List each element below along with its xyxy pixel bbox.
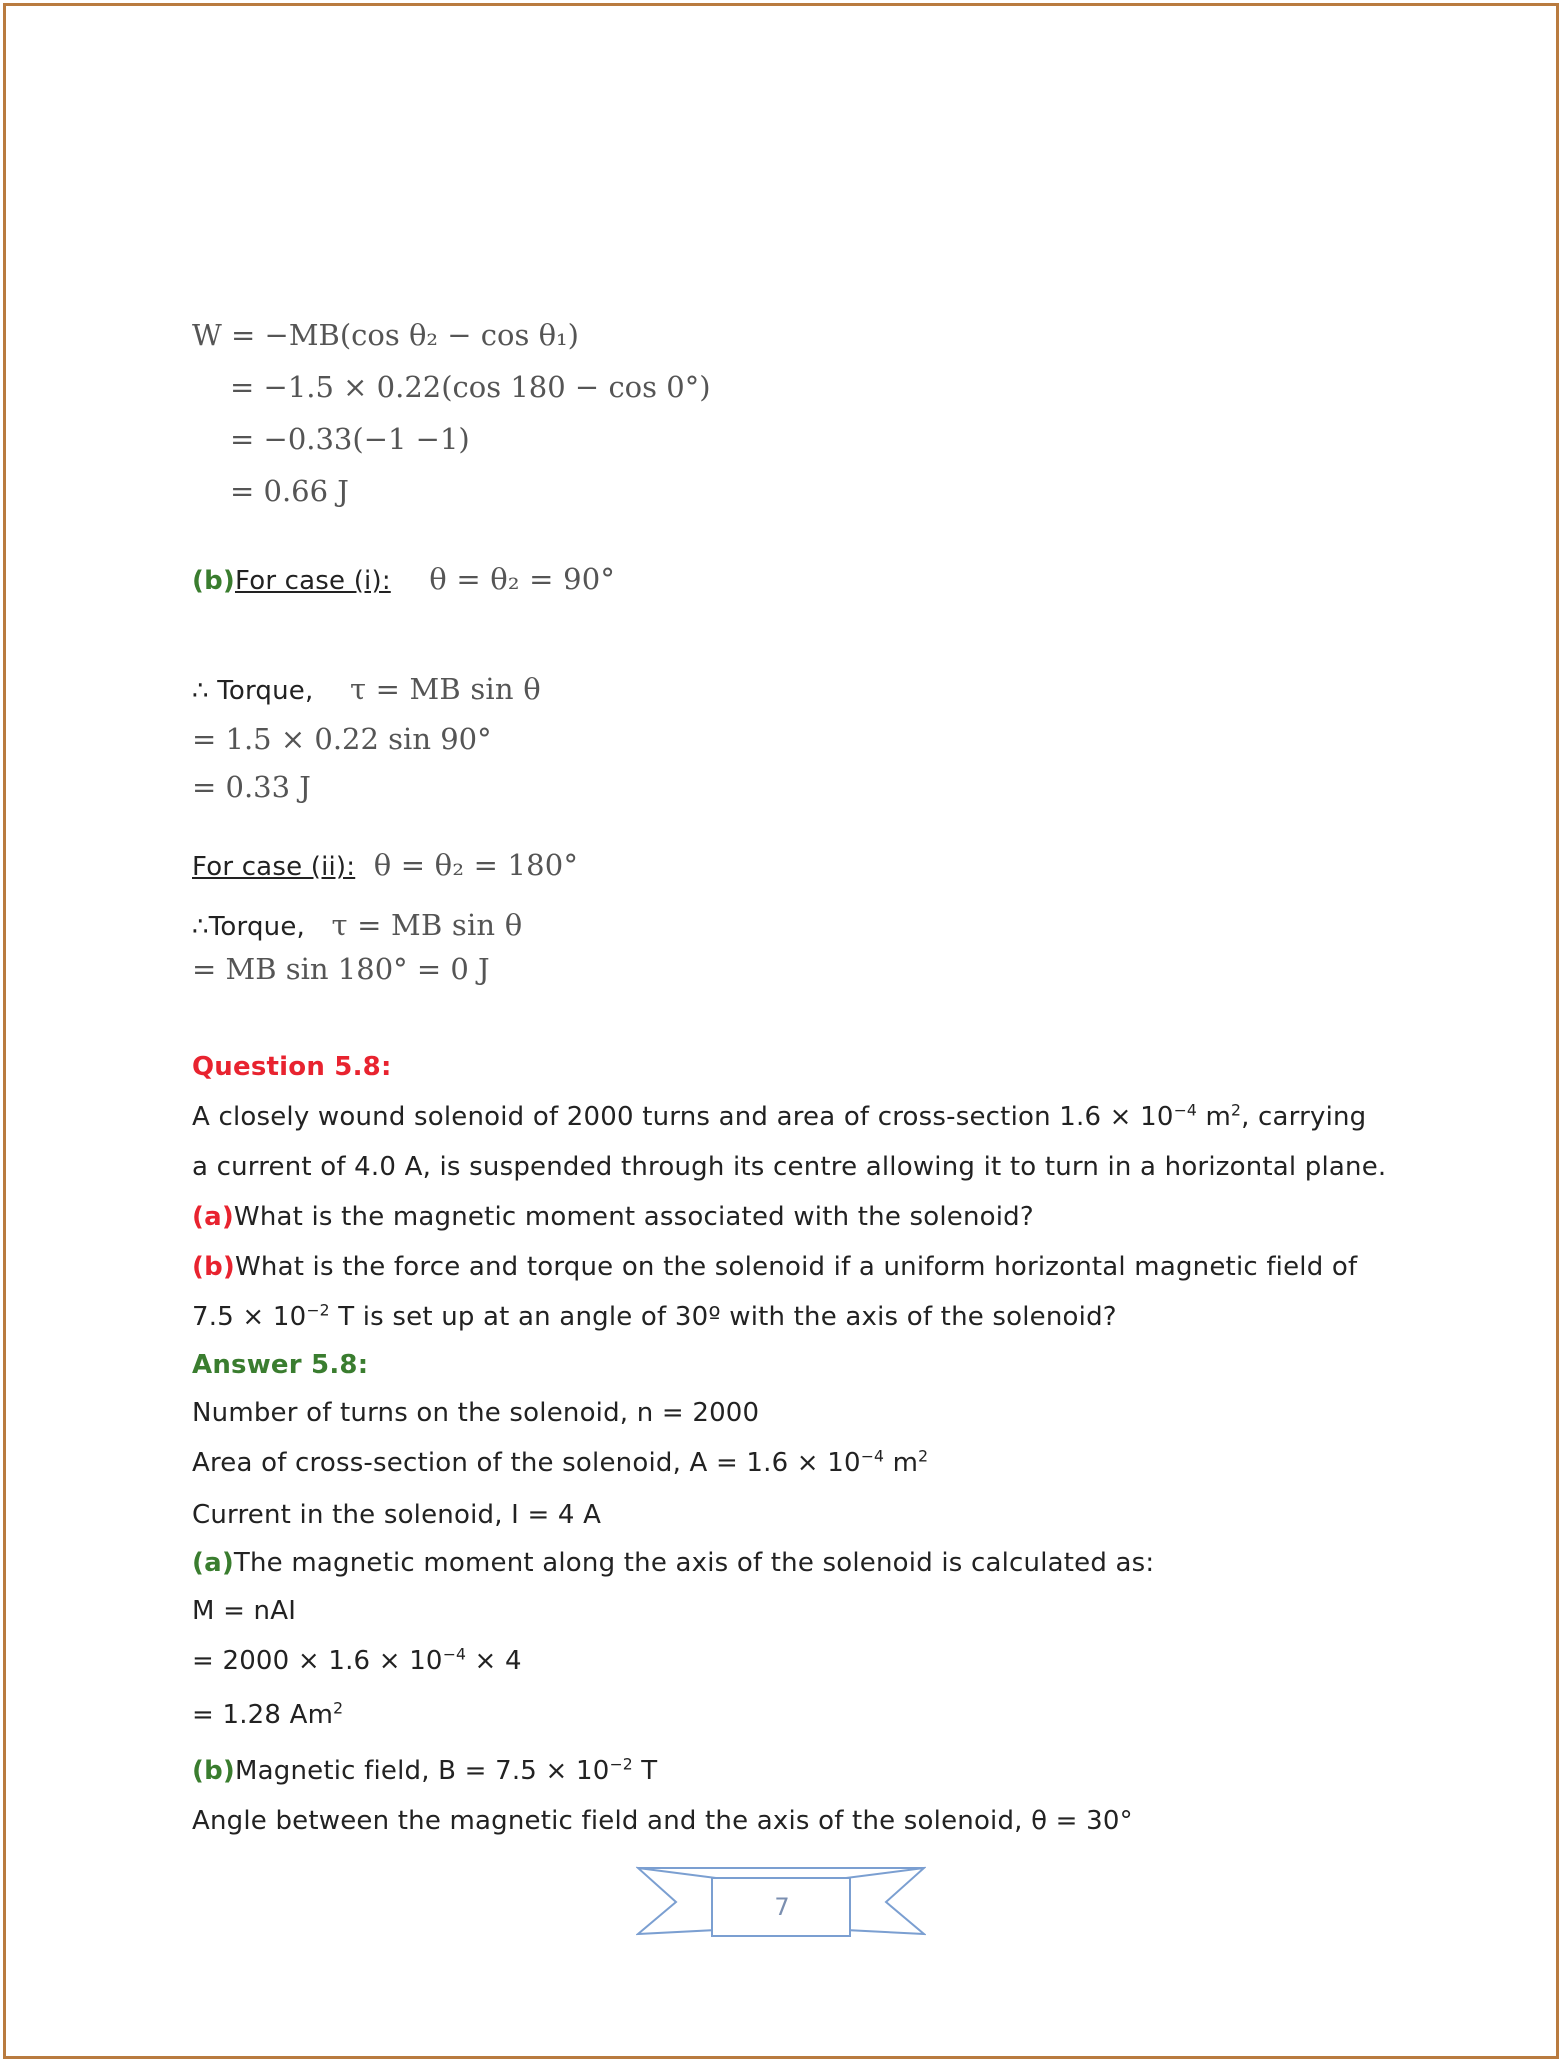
exponent: −4 (442, 1645, 467, 1664)
page-border (3, 3, 1559, 2059)
question-b2-end: T is set up at an angle of 30º with the axis of the solenoid? (329, 1302, 1117, 1332)
question-a-text: What is the magnetic moment associated with the solenoid? (233, 1202, 1034, 1232)
exponent: 2 (333, 1699, 344, 1718)
torque-equation: τ = MB sin θ (349, 672, 541, 706)
answer-m2-end: × 4 (466, 1646, 522, 1676)
work-eq-3: = −0.33(−1 −1) (230, 422, 470, 456)
answer-m2 (192, 1646, 522, 1676)
work-eq-1: W = −MB(cos θ₂ − cos θ₁) (192, 318, 579, 352)
unit: m (1196, 1102, 1231, 1132)
torque-calc-2: = 0.33 J (192, 770, 311, 804)
question-line-1 (192, 1102, 1366, 1132)
work-eq-4: = 0.66 J (230, 474, 349, 508)
torque-line-1 (192, 672, 541, 706)
answer-b-text: Magnetic field, B = 7.5 × 10 (234, 1756, 610, 1786)
question-b-text: What is the force and torque on the solenoid if a uniform horizontal magnetic field of (234, 1252, 1358, 1282)
question-part-b (192, 1252, 1357, 1282)
torque-line-2 (192, 908, 522, 942)
exponent: −4 (860, 1447, 885, 1466)
answer-m3 (192, 1700, 343, 1730)
question-line-1-end: , carrying (1241, 1102, 1367, 1132)
answer-part-a (192, 1548, 1154, 1578)
torque2-equation: τ = MB sin θ (331, 908, 523, 942)
answer-a-text: The magnetic moment along the axis of the solenoid is calculated as: (233, 1548, 1155, 1578)
unit: m (884, 1448, 919, 1478)
answer-turns: Number of turns on the solenoid, n = 2000 (192, 1398, 760, 1428)
exponent: −2 (306, 1301, 330, 1320)
answer-m3-text: = 1.28 Am (192, 1700, 334, 1730)
question-title: Question 5.8: (192, 1052, 392, 1082)
question-a-label: (a) (192, 1202, 234, 1232)
question-part-b-2 (192, 1302, 1117, 1332)
answer-b-label: (b) (192, 1756, 235, 1786)
page-number: 7 (774, 1893, 790, 1921)
exponent: −2 (609, 1755, 633, 1774)
torque2-prefix: ∴Torque, (192, 912, 305, 942)
answer-current: Current in the solenoid, I = 4 A (192, 1500, 602, 1530)
case-ii-line (192, 848, 578, 882)
case-ii-equation: θ = θ₂ = 180° (373, 848, 579, 882)
answer-angle: Angle between the magnetic field and the axis of the solenoid, θ = 30° (192, 1806, 1133, 1836)
case-i-equation: θ = θ₂ = 90° (429, 562, 616, 596)
exponent: −4 (1173, 1101, 1197, 1120)
answer-area (192, 1448, 928, 1478)
case-ii-label: For case (ii): (192, 852, 356, 882)
answer-area-text: Area of cross-section of the solenoid, A = 1.6 × 10 (192, 1448, 861, 1478)
answer-a-label: (a) (192, 1548, 234, 1578)
question-b-label: (b) (192, 1252, 235, 1282)
torque-calc-3: = MB sin 180° = 0 J (192, 952, 490, 986)
torque-calc-1: = 1.5 × 0.22 sin 90° (192, 722, 492, 756)
exponent: 2 (918, 1447, 929, 1466)
case-i-line (192, 562, 615, 596)
question-b2-text: 7.5 × 10 (192, 1302, 307, 1332)
answer-m1: M = nAI (192, 1596, 297, 1626)
answer-title: Answer 5.8: (192, 1350, 369, 1380)
question-part-a (192, 1202, 1034, 1232)
question-line-1-text: A closely wound solenoid of 2000 turns and area of cross-section 1.6 × 10 (192, 1102, 1174, 1132)
answer-m2-text: = 2000 × 1.6 × 10 (192, 1646, 443, 1676)
answer-part-b (192, 1756, 657, 1786)
work-eq-2: = −1.5 × 0.22(cos 180 − cos 0°) (230, 370, 711, 404)
answer-b-end: T (632, 1756, 658, 1786)
part-b-label: (b) (192, 566, 235, 596)
exponent: 2 (1230, 1101, 1242, 1120)
torque-prefix: ∴ Torque, (192, 676, 314, 706)
case-i-label: For case (i): (234, 566, 391, 596)
question-line-2: a current of 4.0 A, is suspended through its centre allowing it to turn in a horizontal plane. (192, 1152, 1387, 1182)
